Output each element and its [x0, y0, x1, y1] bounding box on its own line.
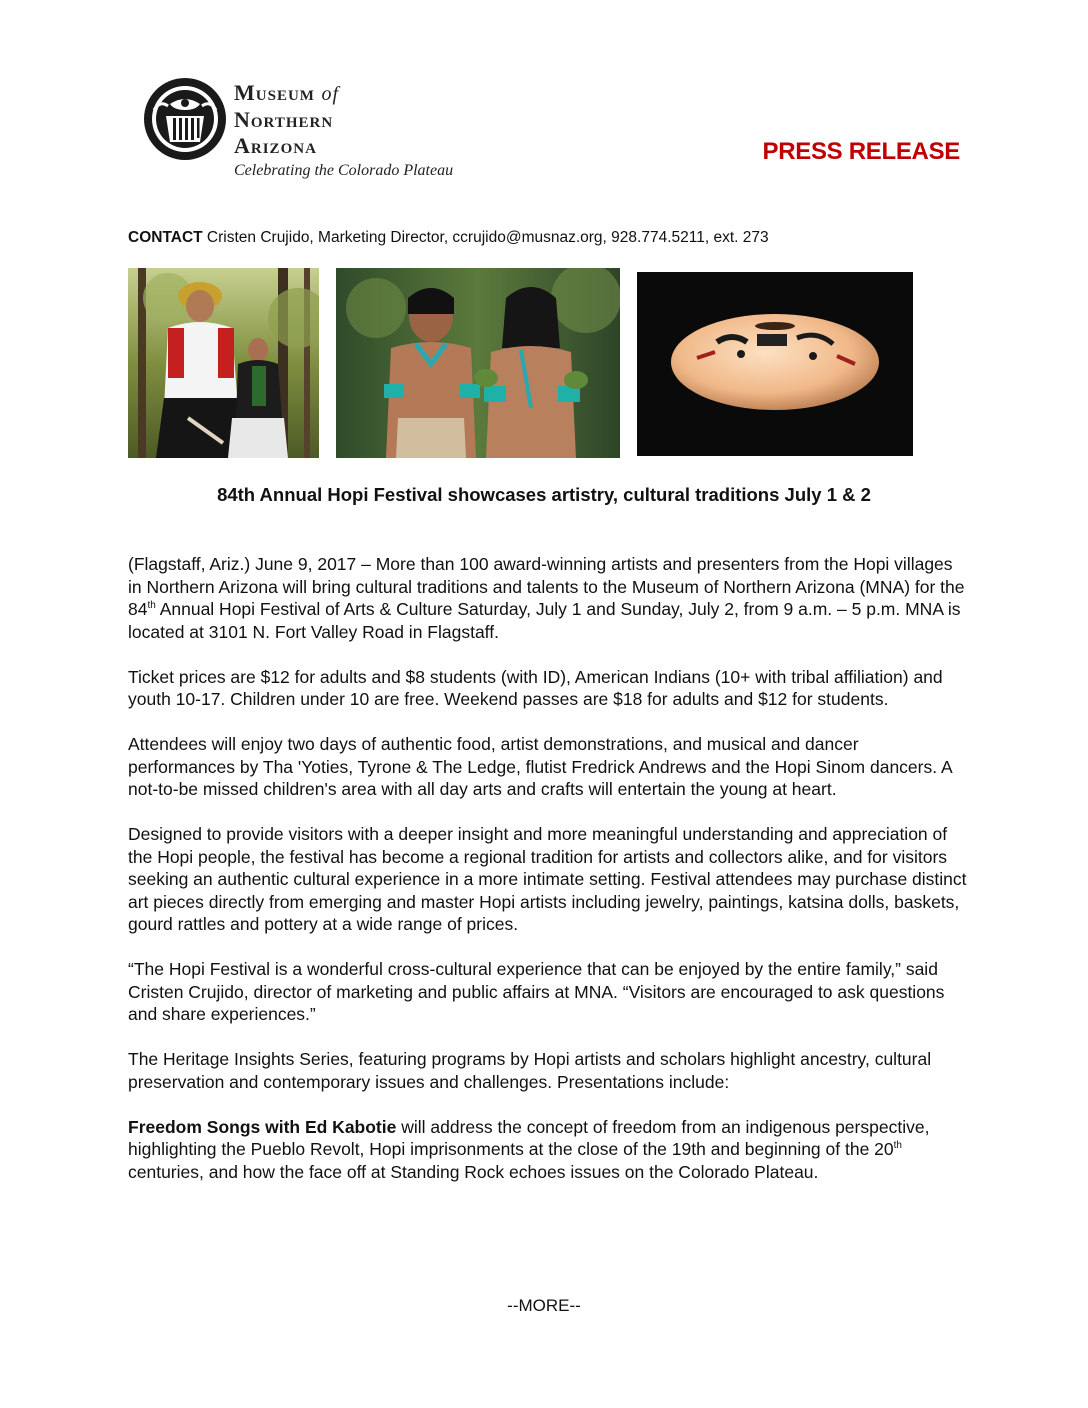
paragraph-tickets: Ticket prices are $12 for adults and $8 students (with ID), American Indians (10+ with tribal affiliation) and youth 10-17. Children under 10 are free. Weekend passes are $18 for adults and $12 for students.	[128, 666, 943, 709]
museum-logo	[142, 76, 492, 186]
photo-girls-traditional-dress	[128, 268, 319, 458]
logo-word-of: of	[321, 83, 339, 105]
contact-line	[128, 229, 769, 247]
paragraph-intro-part2: Annual Hopi Festival of Arts & Culture Saturday, July 1 and Sunday, July 2, from 9 a.m. – 5 p.m. MNA is located at 3101 N. Fort Valley Road in Flagstaff.	[128, 599, 961, 642]
museum-name	[234, 80, 339, 159]
paragraph-heritage: The Heritage Insights Series, featuring programs by Hopi artists and scholars highlight ancestry, cultural preservation and contemporary issues and challenges. Presentations include:	[128, 1049, 932, 1092]
paragraph-designed: Designed to provide visitors with a deeper insight and more meaningful understanding and appreciation of the Hopi people, the festival has become a regional tradition for artists and collectors alike, and for visitors seeking an authentic cultural experience in a more intimate setting. Festival attendees may purchase distinct art pieces directly from emerging and master Hopi artists including jewelry, paintings, katsina dolls, baskets, gourd rattles and pottery at a wide range of prices.	[128, 824, 967, 934]
paragraph-attendees: Attendees will enjoy two days of authentic food, artist demonstrations, and musical and dancer performances by Tha 'Yoties, Tyrone & The Ledge, flutist Fredrick Andrews and the Hopi Sinom dancers. A not-to-be missed children's area with all day arts and crafts will entertain the young at heart.	[128, 734, 952, 799]
ordinal-suffix: th	[893, 1140, 902, 1152]
paragraph-intro	[128, 553, 968, 643]
contact-label: CONTACT	[128, 229, 203, 246]
press-release-heading: PRESS RELEASE	[762, 138, 960, 165]
logo-word-northern: Northern	[234, 107, 334, 132]
contact-details: Cristen Crujido, Marketing Director, ccrujido@musnaz.org, 928.774.5211, ext. 273	[202, 229, 769, 246]
logo-tagline: Celebrating the Colorado Plateau	[234, 162, 454, 179]
photo-hopi-pottery	[637, 272, 913, 456]
headline: 84th Annual Hopi Festival showcases artistry, cultural traditions July 1 & 2	[217, 484, 871, 505]
ordinal-suffix: th	[147, 600, 156, 612]
paragraph-quote: “The Hopi Festival is a wonderful cross-cultural experience that can be enjoyed by the entire family,” said Cristen Crujido, director of marketing and public affairs at MNA. “Visitors are encouraged to ask questions and share experiences.”	[128, 959, 945, 1024]
article-body	[128, 553, 968, 1206]
logo-word-museum: Museum	[234, 80, 315, 105]
presentation-title: Freedom Songs with Ed Kabotie	[128, 1116, 397, 1137]
paragraph-intro-part1: (Flagstaff, Ariz.) June 9, 2017 – More than 100 award-winning artists and presenters from the Hopi villages in Northern Arizona will bring cultural traditions and talents to the Museum of Northern Arizona (MNA) for the 84	[128, 554, 965, 619]
photo-young-dancers	[336, 268, 620, 458]
logo-word-arizona: Arizona	[234, 133, 317, 158]
freedom-songs-part1: will address the concept of freedom from an indigenous perspective, highlighting the Pueblo Revolt, Hopi imprisonments at the close of the 19th and beginning of the 20	[128, 1116, 930, 1159]
more-indicator: --MORE--	[507, 1296, 581, 1315]
paragraph-freedom-songs	[128, 1116, 968, 1184]
freedom-songs-part2: centuries, and how the face off at Standing Rock echoes issues on the Colorado Plateau.	[128, 1161, 819, 1182]
museum-logo-icon	[142, 76, 228, 162]
